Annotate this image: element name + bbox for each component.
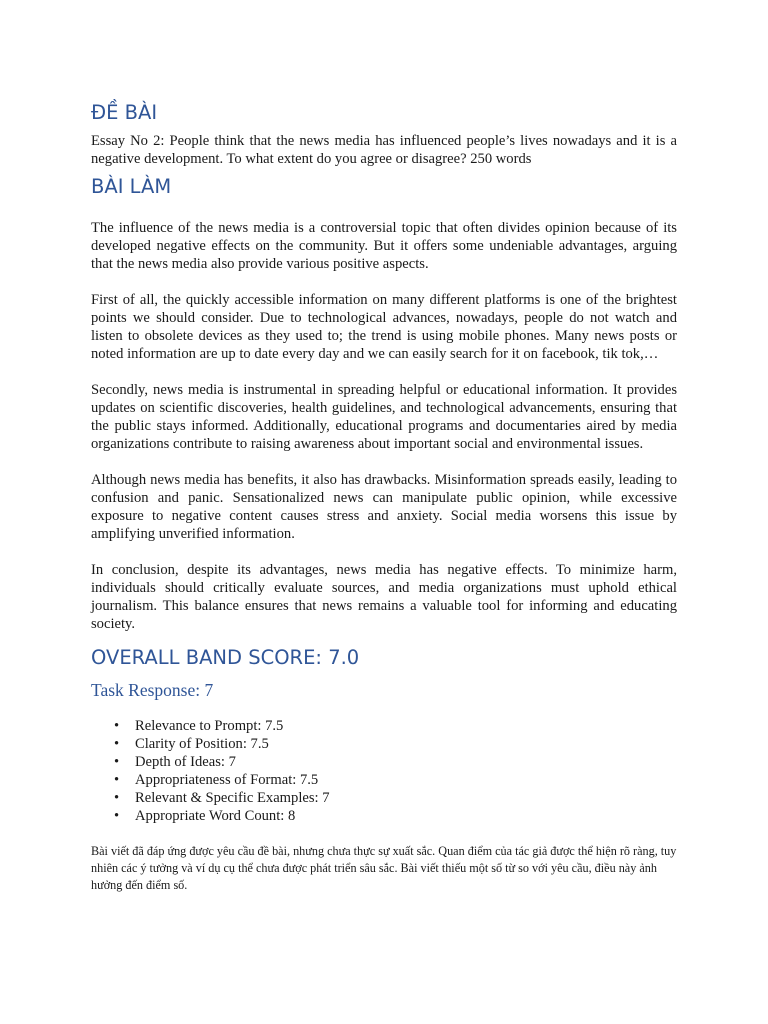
essay-paragraph-body-3: Although news media has benefits, it also has drawbacks. Misinformation spreads easily, leading to confusion and panic. Sensationalized news can manipulate public opinion, while excessive exposure to negative content causes stress and anxiety. Social media worsens this issue by amplifying unverified information. [91,472,677,542]
criteria-label: Appropriateness of Format: 7.5 [135,772,319,788]
essay-paragraph-body-1: First of all, the quickly accessible information on many different platforms is one of the brightest points we should consider. Due to technological advances, nowadays, people do not watch and listen to obsolete devices as they used to; the trend is using mobile phones. Many news posts or noted information are up to date every day and we can easily search for it on facebook, tik tok,… [91,292,677,362]
criteria-item [91,789,677,807]
criteria-label: Appropriate Word Count: 8 [135,808,296,824]
criteria-item [91,753,677,771]
heading-overall-band-score: OVERALL BAND SCORE: 7.0 [91,646,360,669]
criteria-item [91,717,677,735]
criteria-item [91,735,677,753]
bullet-icon: • [114,808,120,824]
heading-bai-lam: BÀI LÀM [91,175,172,198]
essay-body [91,219,677,633]
bullet-icon: • [114,736,120,752]
document-page [91,100,677,894]
criteria-label: Depth of Ideas: 7 [135,754,236,770]
criteria-label: Clarity of Position: 7.5 [135,736,269,752]
essay-paragraph-body-2: Secondly, news media is instrumental in spreading helpful or educational information. It provides updates on scientific discoveries, health guidelines, and technological advancements, ensuring that the public stays informed. Additionally, educational programs and documentaries aired by media organizations contribute to raising awareness about important social and environmental issues. [91,382,677,452]
essay-paragraph-conclusion: In conclusion, despite its advantages, news media has negative effects. To minimize harm, individuals should critically evaluate sources, and media organizations must uphold ethical journalism. This balance ensures that news remains a valuable tool for informing and educating society. [91,562,677,632]
essay-paragraph-intro: The influence of the news media is a controversial topic that often divides opinion because of its developed negative effects on the community. But it offers some undeniable advantages, arguing that the news media also provide various positive aspects. [91,220,677,272]
criteria-item [91,771,677,789]
bullet-icon: • [114,790,120,806]
criteria-list [91,717,677,825]
evaluation-comment: Bài viết đã đáp ứng được yêu cầu đề bài, nhưng chưa thực sự xuất sắc. Quan điểm của tác giả được thể hiện rõ ràng, tuy nhiên các ý tưởng và ví dụ cụ thể chưa được phát triển sâu sắc. Bài viết thiếu một số từ so với yêu cầu, điều này ảnh hưởng đến điểm số. [91,844,677,892]
heading-task-response: Task Response: 7 [91,680,214,700]
bullet-icon: • [114,718,120,734]
bullet-icon: • [114,754,120,770]
criteria-label: Relevant & Specific Examples: 7 [135,790,330,806]
criteria-label: Relevance to Prompt: 7.5 [135,718,284,734]
heading-de-bai: ĐỀ BÀI [91,101,158,124]
criteria-item [91,807,677,825]
essay-prompt: Essay No 2: People think that the news media has influenced people’s lives nowadays and it is a negative development. To what extent do you agree or disagree? 250 words [91,133,677,167]
bullet-icon: • [114,772,120,788]
